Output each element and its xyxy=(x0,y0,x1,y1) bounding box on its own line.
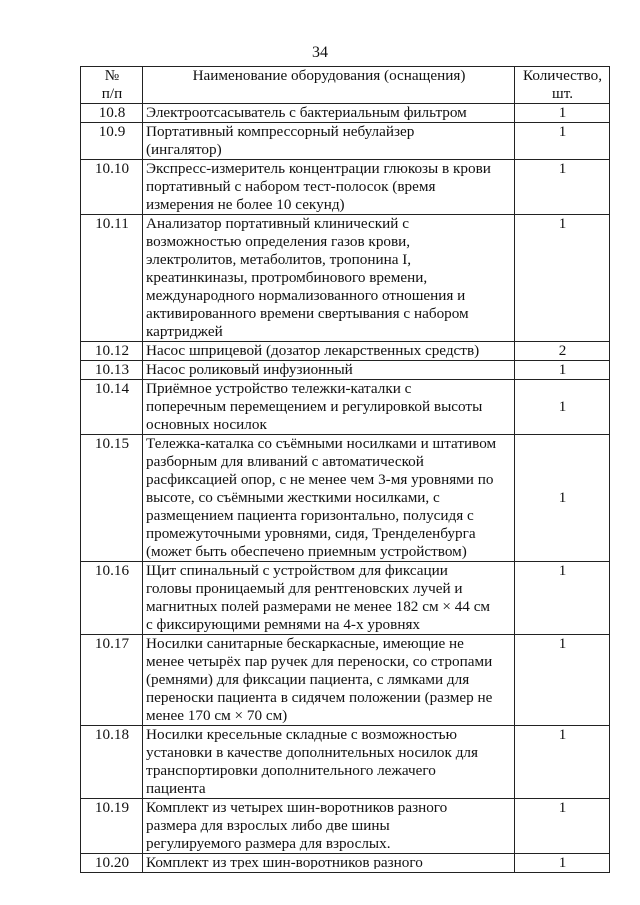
header-quantity: Количество, шт. xyxy=(515,67,610,104)
table-row xyxy=(81,361,610,380)
table-row xyxy=(81,123,610,160)
row-number: 10.12 xyxy=(81,342,143,361)
header-equipment-name: Наименование оборудования (оснащения) xyxy=(143,67,515,104)
table-row xyxy=(81,215,610,342)
table-row xyxy=(81,635,610,726)
row-equipment-name: Комплект из трех шин-воротников разного xyxy=(143,854,515,873)
row-number: 10.10 xyxy=(81,160,143,215)
row-equipment-name: Тележка-каталка со съёмными носилками и штативом разборным для вливаний с автоматической расфиксацией опор, с не менее чем 3-мя уровнями по высоте, со съёмными жесткими носилками, с размещением пациента горизонтально, полусидя с промежуточными уровнями, сидя, Тренделенбурга (может быть обеспечено приемным устройством) xyxy=(143,435,515,562)
row-quantity: 1 xyxy=(515,635,610,726)
equipment-table xyxy=(80,66,610,873)
row-quantity: 1 xyxy=(515,215,610,342)
row-quantity: 1 xyxy=(515,104,610,123)
page-number: 34 xyxy=(312,44,328,61)
row-number: 10.15 xyxy=(81,435,143,562)
table-row xyxy=(81,160,610,215)
table-row xyxy=(81,726,610,799)
row-number: 10.18 xyxy=(81,726,143,799)
row-equipment-name: Комплект из четырех шин-воротников разного размера для взрослых либо две шины регулируемого размера для взрослых. xyxy=(143,799,515,854)
row-quantity: 1 xyxy=(515,854,610,873)
row-number: 10.19 xyxy=(81,799,143,854)
row-equipment-name: Носилки санитарные бескаркасные, имеющие не менее четырёх пар ручек для переноски, со стропами (ремнями) для фиксации пациента, с лямками для переноски пациента в сидячем положении (размер не менее 170 см × 70 см) xyxy=(143,635,515,726)
table-header-row xyxy=(81,67,610,104)
row-equipment-name: Экспресс-измеритель концентрации глюкозы в крови портативный с набором тест-полосок (время измерения не более 10 секунд) xyxy=(143,160,515,215)
row-quantity: 1 xyxy=(515,726,610,799)
row-number: 10.8 xyxy=(81,104,143,123)
row-quantity: 1 xyxy=(515,562,610,635)
row-equipment-name: Насос шприцевой (дозатор лекарственных средств) xyxy=(143,342,515,361)
row-number: 10.14 xyxy=(81,380,143,435)
row-equipment-name: Насос роликовый инфузионный xyxy=(143,361,515,380)
header-number: № п/п xyxy=(81,67,143,104)
row-quantity: 1 xyxy=(515,361,610,380)
row-quantity: 1 xyxy=(515,799,610,854)
row-quantity: 1 xyxy=(515,123,610,160)
row-number: 10.20 xyxy=(81,854,143,873)
table-row xyxy=(81,562,610,635)
row-number: 10.17 xyxy=(81,635,143,726)
table-row xyxy=(81,104,610,123)
table-row xyxy=(81,799,610,854)
row-number: 10.11 xyxy=(81,215,143,342)
row-equipment-name: Приёмное устройство тележки-каталки с поперечным перемещением и регулировкой высоты основных носилок xyxy=(143,380,515,435)
row-quantity: 1 xyxy=(515,435,610,562)
row-quantity: 1 xyxy=(515,380,610,435)
table-row xyxy=(81,435,610,562)
row-equipment-name: Щит спинальный с устройством для фиксации головы проницаемый для рентгеновских лучей и магнитных полей размерами не менее 182 см × 44 см с фиксирующими ремнями на 4-х уровнях xyxy=(143,562,515,635)
row-quantity: 2 xyxy=(515,342,610,361)
row-equipment-name: Анализатор портативный клинический с возможностью определения газов крови, электролитов, метаболитов, тропонина I, креатинкиназы, протромбинового времени, международного нормализованного отношения и активированного времени свертывания с набором картриджей xyxy=(143,215,515,342)
row-equipment-name: Электроотсасыватель с бактериальным фильтром xyxy=(143,104,515,123)
row-equipment-name: Портативный компрессорный небулайзер (ингалятор) xyxy=(143,123,515,160)
table-row xyxy=(81,380,610,435)
table-row xyxy=(81,854,610,873)
row-equipment-name: Носилки кресельные складные с возможностью установки в качестве дополнительных носилок для транспортировки дополнительного лежачего пациента xyxy=(143,726,515,799)
row-quantity: 1 xyxy=(515,160,610,215)
row-number: 10.9 xyxy=(81,123,143,160)
row-number: 10.16 xyxy=(81,562,143,635)
row-number: 10.13 xyxy=(81,361,143,380)
table-row xyxy=(81,342,610,361)
